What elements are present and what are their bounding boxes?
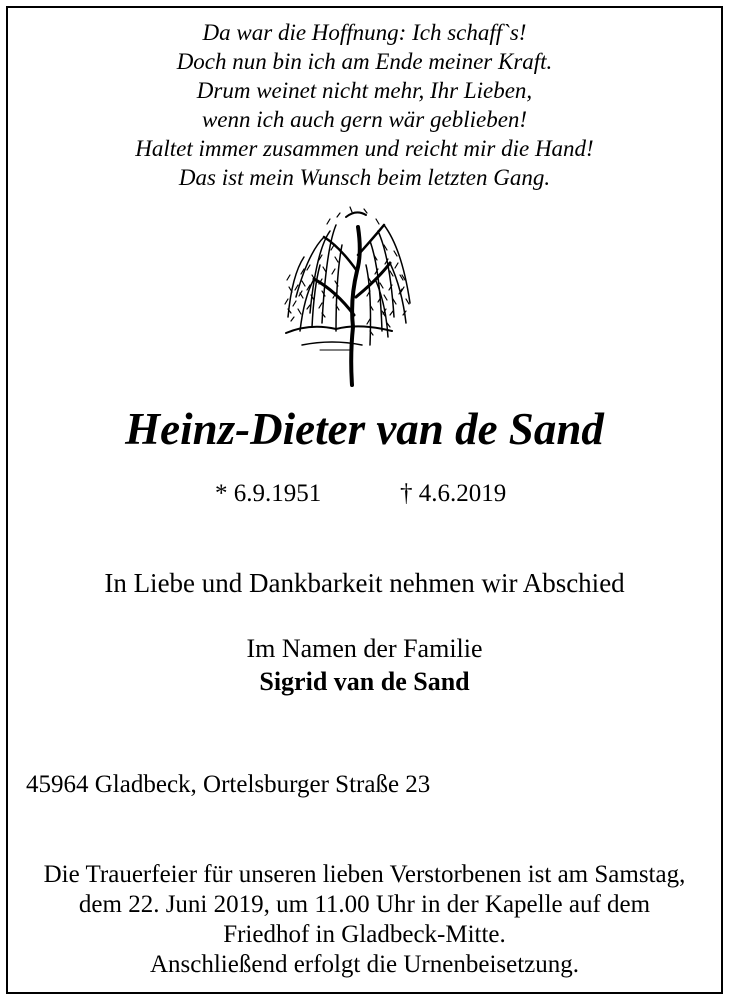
birth-date: * 6.9.1951 bbox=[215, 480, 322, 507]
poem-line: Doch nun bin ich am Ende meiner Kraft. bbox=[176, 49, 553, 74]
address: 45964 Gladbeck, Ortelsburger Straße 23 bbox=[26, 771, 431, 798]
deceased-name: Heinz-Dieter van de Sand bbox=[125, 404, 604, 454]
poem-line: Das ist mein Wunsch beim letzten Gang. bbox=[178, 165, 551, 190]
funeral-notice bbox=[0, 860, 729, 980]
poem-line: wenn ich auch gern wär geblieben! bbox=[201, 107, 528, 132]
farewell-text: In Liebe und Dankbarkeit nehmen wir Abschied bbox=[104, 568, 625, 598]
death-date: † 4.6.2019 bbox=[400, 480, 507, 507]
funeral-line: Die Trauerfeier für unseren lieben Verstorbenen ist am Samstag, bbox=[43, 861, 686, 888]
weeping-willow-icon bbox=[280, 205, 415, 387]
family-signatory: Sigrid van de Sand bbox=[259, 667, 470, 696]
poem bbox=[0, 18, 729, 192]
funeral-line: Friedhof in Gladbeck-Mitte. bbox=[223, 921, 506, 948]
funeral-line: Anschließend erfolgt die Urnenbeisetzung. bbox=[149, 951, 580, 978]
funeral-line: dem 22. Juni 2019, um 11.00 Uhr in der Kapelle auf dem bbox=[78, 891, 651, 918]
poem-line: Da war die Hoffnung: Ich schaff`s! bbox=[202, 20, 527, 45]
poem-line: Drum weinet nicht mehr, Ihr Lieben, bbox=[196, 78, 533, 103]
family-intro: Im Namen der Familie bbox=[246, 634, 483, 663]
poem-line: Haltet immer zusammen und reicht mir die Hand! bbox=[135, 136, 594, 161]
